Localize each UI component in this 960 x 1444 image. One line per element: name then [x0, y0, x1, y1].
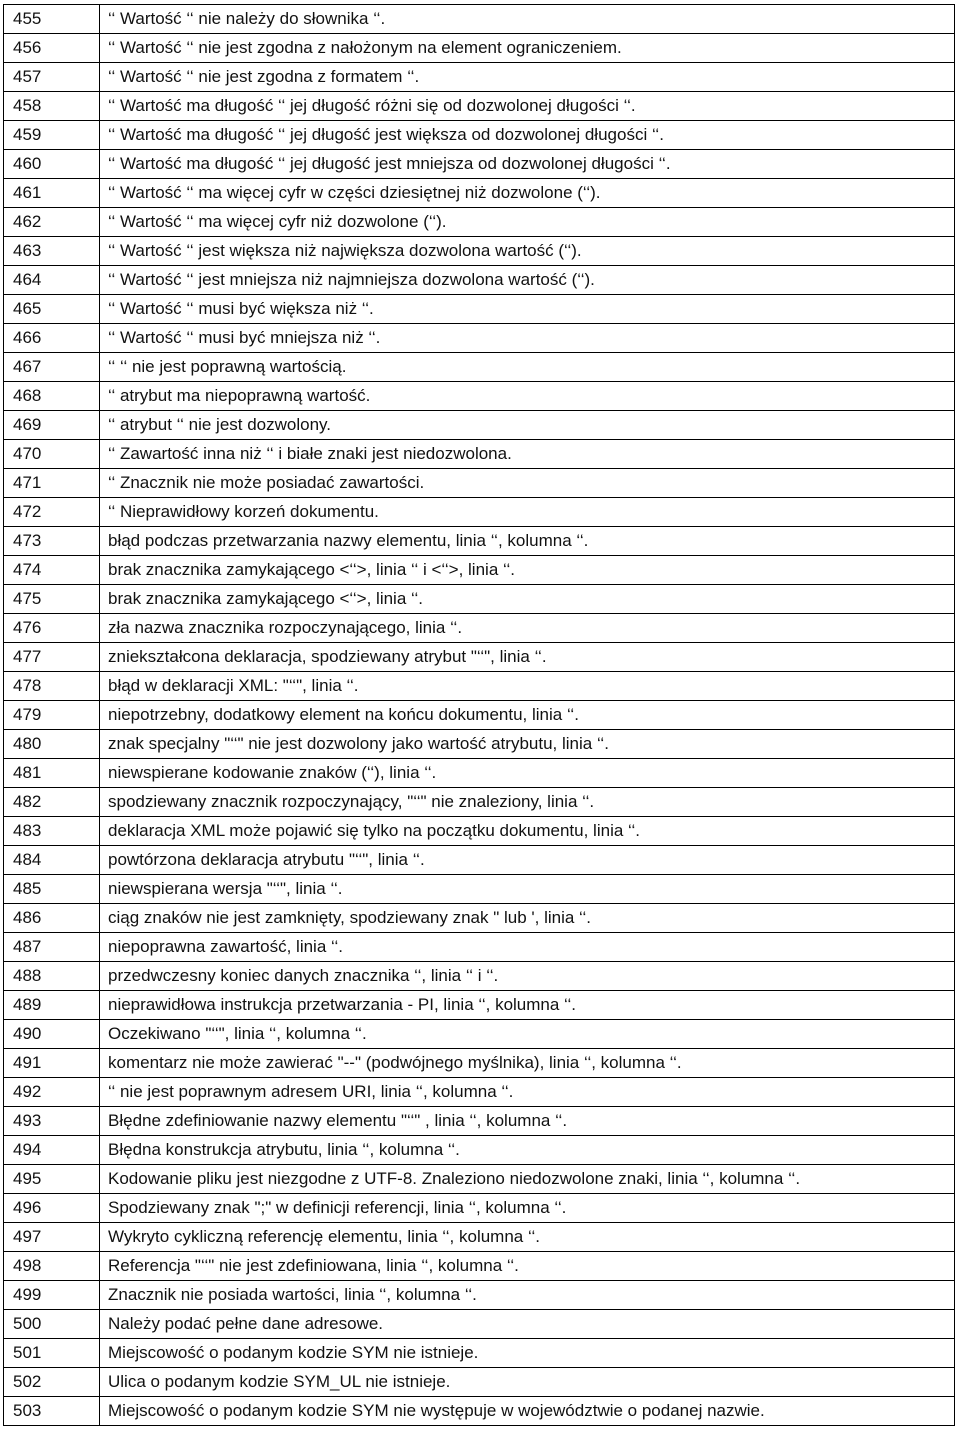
- error-code-cell: 473: [4, 527, 100, 556]
- table-row: [4, 1339, 955, 1368]
- error-code-cell: 474: [4, 556, 100, 585]
- table-row: [4, 1252, 955, 1281]
- error-codes-table: [3, 4, 955, 1426]
- error-message-cell: ‘‘ ‘‘ nie jest poprawną wartością.: [100, 353, 955, 382]
- table-row: [4, 150, 955, 179]
- error-code-cell: 470: [4, 440, 100, 469]
- table-row: [4, 817, 955, 846]
- error-message-cell: zniekształcona deklaracja, spodziewany atrybut "‘‘", linia ‘‘.: [100, 643, 955, 672]
- error-code-cell: 465: [4, 295, 100, 324]
- error-message-cell: ‘‘ Wartość ma długość ‘‘ jej długość jest większa od dozwolonej długości ‘‘.: [100, 121, 955, 150]
- error-message-cell: Znacznik nie posiada wartości, linia ‘‘, kolumna ‘‘.: [100, 1281, 955, 1310]
- table-row: [4, 962, 955, 991]
- error-message-cell: ‘‘ Wartość ma długość ‘‘ jej długość różni się od dozwolonej długości ‘‘.: [100, 92, 955, 121]
- error-code-cell: 458: [4, 92, 100, 121]
- error-message-cell: brak znacznika zamykającego <‘‘>, linia ‘‘ i <‘‘>, linia ‘‘.: [100, 556, 955, 585]
- error-code-cell: 491: [4, 1049, 100, 1078]
- error-message-cell: ‘‘ Wartość ‘‘ ma więcej cyfr w części dziesiętnej niż dozwolone (‘‘).: [100, 179, 955, 208]
- table-row: [4, 469, 955, 498]
- table-row: [4, 1049, 955, 1078]
- error-code-cell: 471: [4, 469, 100, 498]
- error-message-cell: Ulica o podanym kodzie SYM_UL nie istnieje.: [100, 1368, 955, 1397]
- error-message-cell: ciąg znaków nie jest zamknięty, spodziewany znak " lub ', linia ‘‘.: [100, 904, 955, 933]
- table-row: [4, 1368, 955, 1397]
- error-code-cell: 456: [4, 34, 100, 63]
- table-row: [4, 295, 955, 324]
- table-row: [4, 875, 955, 904]
- error-code-cell: 476: [4, 614, 100, 643]
- error-message-cell: ‘‘ Znacznik nie może posiadać zawartości.: [100, 469, 955, 498]
- error-code-cell: 475: [4, 585, 100, 614]
- error-code-cell: 464: [4, 266, 100, 295]
- error-code-cell: 486: [4, 904, 100, 933]
- table-row: [4, 527, 955, 556]
- table-row: [4, 1397, 955, 1426]
- error-code-cell: 477: [4, 643, 100, 672]
- error-message-cell: ‘‘ Wartość ma długość ‘‘ jej długość jest mniejsza od dozwolonej długości ‘‘.: [100, 150, 955, 179]
- error-code-cell: 500: [4, 1310, 100, 1339]
- error-code-cell: 503: [4, 1397, 100, 1426]
- error-message-cell: ‘‘ Wartość ‘‘ nie jest zgodna z nałożonym na element ograniczeniem.: [100, 34, 955, 63]
- table-row: [4, 1194, 955, 1223]
- error-codes-body: [4, 5, 955, 1426]
- error-message-cell: Należy podać pełne dane adresowe.: [100, 1310, 955, 1339]
- error-code-cell: 496: [4, 1194, 100, 1223]
- error-message-cell: spodziewany znacznik rozpoczynający, "‘‘" nie znaleziony, linia ‘‘.: [100, 788, 955, 817]
- error-code-cell: 497: [4, 1223, 100, 1252]
- error-message-cell: ‘‘ Wartość ‘‘ nie należy do słownika ‘‘.: [100, 5, 955, 34]
- error-code-cell: 459: [4, 121, 100, 150]
- error-message-cell: Błędna konstrukcja atrybutu, linia ‘‘, kolumna ‘‘.: [100, 1136, 955, 1165]
- error-code-cell: 481: [4, 759, 100, 788]
- error-message-cell: ‘‘ Wartość ‘‘ jest mniejsza niż najmniejsza dozwolona wartość (‘‘).: [100, 266, 955, 295]
- error-code-cell: 485: [4, 875, 100, 904]
- error-message-cell: ‘‘ Zawartość inna niż ‘‘ i białe znaki jest niedozwolona.: [100, 440, 955, 469]
- error-code-cell: 487: [4, 933, 100, 962]
- table-row: [4, 382, 955, 411]
- table-row: [4, 846, 955, 875]
- error-code-cell: 484: [4, 846, 100, 875]
- error-message-cell: ‘‘ nie jest poprawnym adresem URI, linia ‘‘, kolumna ‘‘.: [100, 1078, 955, 1107]
- table-row: [4, 1165, 955, 1194]
- table-row: [4, 1078, 955, 1107]
- table-row: [4, 933, 955, 962]
- error-message-cell: ‘‘ Wartość ‘‘ nie jest zgodna z formatem ‘‘.: [100, 63, 955, 92]
- error-message-cell: Kodowanie pliku jest niezgodne z UTF-8. Znaleziono niedozwolone znaki, linia ‘‘, kolumna ‘‘.: [100, 1165, 955, 1194]
- error-code-cell: 466: [4, 324, 100, 353]
- table-row: [4, 556, 955, 585]
- error-message-cell: Oczekiwano "‘‘", linia ‘‘, kolumna ‘‘.: [100, 1020, 955, 1049]
- error-message-cell: niewspierana wersja "‘‘", linia ‘‘.: [100, 875, 955, 904]
- error-message-cell: ‘‘ Wartość ‘‘ musi być większa niż ‘‘.: [100, 295, 955, 324]
- error-message-cell: Błędne zdefiniowanie nazwy elementu "‘‘" , linia ‘‘, kolumna ‘‘.: [100, 1107, 955, 1136]
- error-message-cell: komentarz nie może zawierać "--" (podwójnego myślnika), linia ‘‘, kolumna ‘‘.: [100, 1049, 955, 1078]
- error-code-cell: 488: [4, 962, 100, 991]
- error-code-cell: 495: [4, 1165, 100, 1194]
- table-row: [4, 759, 955, 788]
- table-row: [4, 63, 955, 92]
- table-row: [4, 498, 955, 527]
- table-row: [4, 1136, 955, 1165]
- table-row: [4, 904, 955, 933]
- table-row: [4, 237, 955, 266]
- error-message-cell: Miejscowość o podanym kodzie SYM nie istnieje.: [100, 1339, 955, 1368]
- table-row: [4, 266, 955, 295]
- error-code-cell: 469: [4, 411, 100, 440]
- error-code-cell: 460: [4, 150, 100, 179]
- error-code-cell: 455: [4, 5, 100, 34]
- error-code-cell: 502: [4, 1368, 100, 1397]
- table-row: [4, 5, 955, 34]
- table-row: [4, 208, 955, 237]
- error-message-cell: ‘‘ atrybut ma niepoprawną wartość.: [100, 382, 955, 411]
- table-row: [4, 672, 955, 701]
- error-message-cell: niewspierane kodowanie znaków (‘‘), linia ‘‘.: [100, 759, 955, 788]
- table-row: [4, 1310, 955, 1339]
- table-row: [4, 34, 955, 63]
- error-message-cell: znak specjalny "‘‘" nie jest dozwolony jako wartość atrybutu, linia ‘‘.: [100, 730, 955, 759]
- table-row: [4, 701, 955, 730]
- error-code-cell: 490: [4, 1020, 100, 1049]
- table-row: [4, 1020, 955, 1049]
- error-message-cell: ‘‘ Wartość ‘‘ musi być mniejsza niż ‘‘.: [100, 324, 955, 353]
- error-message-cell: ‘‘ Nieprawidłowy korzeń dokumentu.: [100, 498, 955, 527]
- table-row: [4, 788, 955, 817]
- error-code-cell: 483: [4, 817, 100, 846]
- error-code-cell: 498: [4, 1252, 100, 1281]
- error-message-cell: niepotrzebny, dodatkowy element na końcu dokumentu, linia ‘‘.: [100, 701, 955, 730]
- error-code-cell: 492: [4, 1078, 100, 1107]
- table-row: [4, 643, 955, 672]
- error-code-cell: 472: [4, 498, 100, 527]
- error-code-cell: 468: [4, 382, 100, 411]
- error-message-cell: deklaracja XML może pojawić się tylko na początku dokumentu, linia ‘‘.: [100, 817, 955, 846]
- table-row: [4, 585, 955, 614]
- error-code-cell: 462: [4, 208, 100, 237]
- error-message-cell: nieprawidłowa instrukcja przetwarzania - PI, linia ‘‘, kolumna ‘‘.: [100, 991, 955, 1020]
- error-message-cell: powtórzona deklaracja atrybutu "‘‘", linia ‘‘.: [100, 846, 955, 875]
- error-code-cell: 501: [4, 1339, 100, 1368]
- table-row: [4, 353, 955, 382]
- error-message-cell: niepoprawna zawartość, linia ‘‘.: [100, 933, 955, 962]
- table-row: [4, 1281, 955, 1310]
- error-message-cell: Wykryto cykliczną referencję elementu, linia ‘‘, kolumna ‘‘.: [100, 1223, 955, 1252]
- table-row: [4, 92, 955, 121]
- table-row: [4, 121, 955, 150]
- error-message-cell: Referencja "‘‘" nie jest zdefiniowana, linia ‘‘, kolumna ‘‘.: [100, 1252, 955, 1281]
- error-code-cell: 499: [4, 1281, 100, 1310]
- table-row: [4, 991, 955, 1020]
- error-code-cell: 493: [4, 1107, 100, 1136]
- error-message-cell: Spodziewany znak ";" w definicji referencji, linia ‘‘, kolumna ‘‘.: [100, 1194, 955, 1223]
- table-row: [4, 1223, 955, 1252]
- error-code-cell: 457: [4, 63, 100, 92]
- error-message-cell: Miejscowość o podanym kodzie SYM nie występuje w województwie o podanej nazwie.: [100, 1397, 955, 1426]
- error-message-cell: brak znacznika zamykającego <‘‘>, linia ‘‘.: [100, 585, 955, 614]
- error-message-cell: przedwczesny koniec danych znacznika ‘‘, linia ‘‘ i ‘‘.: [100, 962, 955, 991]
- error-message-cell: ‘‘ Wartość ‘‘ jest większa niż największa dozwolona wartość (‘‘).: [100, 237, 955, 266]
- error-code-cell: 463: [4, 237, 100, 266]
- table-row: [4, 1107, 955, 1136]
- error-code-cell: 479: [4, 701, 100, 730]
- error-code-cell: 478: [4, 672, 100, 701]
- table-row: [4, 179, 955, 208]
- error-code-cell: 489: [4, 991, 100, 1020]
- error-code-cell: 482: [4, 788, 100, 817]
- table-row: [4, 324, 955, 353]
- error-code-cell: 467: [4, 353, 100, 382]
- error-code-cell: 480: [4, 730, 100, 759]
- error-message-cell: błąd w deklaracji XML: "‘‘", linia ‘‘.: [100, 672, 955, 701]
- error-message-cell: błąd podczas przetwarzania nazwy elementu, linia ‘‘, kolumna ‘‘.: [100, 527, 955, 556]
- table-row: [4, 411, 955, 440]
- error-message-cell: ‘‘ atrybut ‘‘ nie jest dozwolony.: [100, 411, 955, 440]
- table-row: [4, 730, 955, 759]
- error-message-cell: ‘‘ Wartość ‘‘ ma więcej cyfr niż dozwolone (‘‘).: [100, 208, 955, 237]
- error-code-cell: 461: [4, 179, 100, 208]
- error-code-cell: 494: [4, 1136, 100, 1165]
- table-row: [4, 614, 955, 643]
- table-row: [4, 440, 955, 469]
- error-message-cell: zła nazwa znacznika rozpoczynającego, linia ‘‘.: [100, 614, 955, 643]
